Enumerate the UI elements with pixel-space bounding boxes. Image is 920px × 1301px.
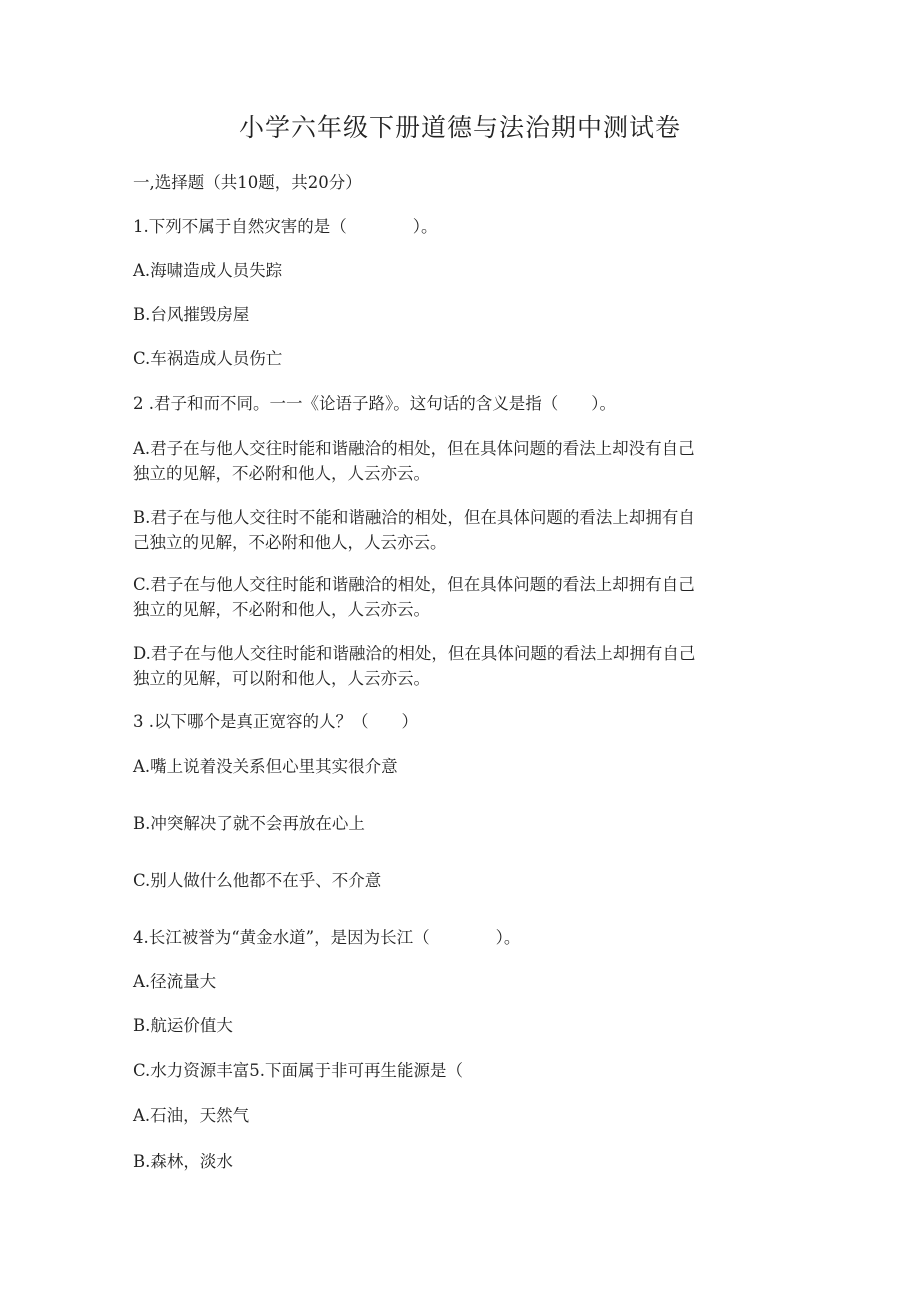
question-4-option-b: B.航运价值大 <box>133 1016 233 1035</box>
question-2-option-b-line-1: B.君子在与他人交往时不能和谐融洽的相处，但在具体问题的看法上却拥有自 <box>133 508 695 527</box>
question-2-option-a-line-2: 独立的见解，不必附和他人，人云亦云。 <box>133 464 430 483</box>
question-3-option-c: C.别人做什么他都不在乎、不介意 <box>133 871 382 890</box>
question-3-option-b: B.冲突解决了就不会再放在心上 <box>133 814 365 833</box>
section-heading: 一,选择题（共10题，共20分） <box>133 173 362 192</box>
question-3-stem: 3 .以下哪个是真正宽容的人？（ ） <box>133 712 418 731</box>
question-4-option-a: A.径流量大 <box>133 972 217 991</box>
question-2-option-b-line-2: 己独立的见解，不必附和他人，人云亦云。 <box>133 533 447 552</box>
question-1-stem: 1.下列不属于自然灾害的是（ ）。 <box>133 217 438 236</box>
question-4-option-c: C.水力资源丰富5.下面属于非可再生能源是（ <box>133 1061 464 1080</box>
question-2-option-d-line-1: D.君子在与他人交往时能和谐融洽的相处，但在具体问题的看法上却拥有自己 <box>133 644 696 663</box>
question-4-stem: 4.长江被誉为“黄金水道”，是因为长江（ ）。 <box>133 928 521 947</box>
question-5-option-b: B.森林，淡水 <box>133 1152 233 1171</box>
question-1-option-a: A.海啸造成人员失踪 <box>133 261 283 280</box>
question-1-option-c: C.车祸造成人员伤亡 <box>133 349 283 368</box>
question-2-stem: 2 .君子和而不同。一一《论语子路》。这句话的含义是指（ ）。 <box>133 394 616 413</box>
question-5-option-a: A.石油，天然气 <box>133 1106 250 1125</box>
question-2-option-d-line-2: 独立的见解，可以附和他人，人云亦云。 <box>133 669 430 688</box>
question-2-option-a-line-1: A.君子在与他人交往时能和谐融洽的相处，但在具体问题的看法上却没有自己 <box>133 439 695 458</box>
question-1-option-b: B.台风摧毁房屋 <box>133 305 250 324</box>
question-2-option-c-line-1: C.君子在与他人交往时能和谐融洽的相处，但在具体问题的看法上却拥有自己 <box>133 575 695 594</box>
question-3-option-a: A.嘴上说着没关系但心里其实很介意 <box>133 757 398 776</box>
page-title: 小学六年级下册道德与法治期中测试卷 <box>238 113 681 142</box>
question-2-option-c-line-2: 独立的见解，不必附和他人，人云亦云。 <box>133 600 430 619</box>
